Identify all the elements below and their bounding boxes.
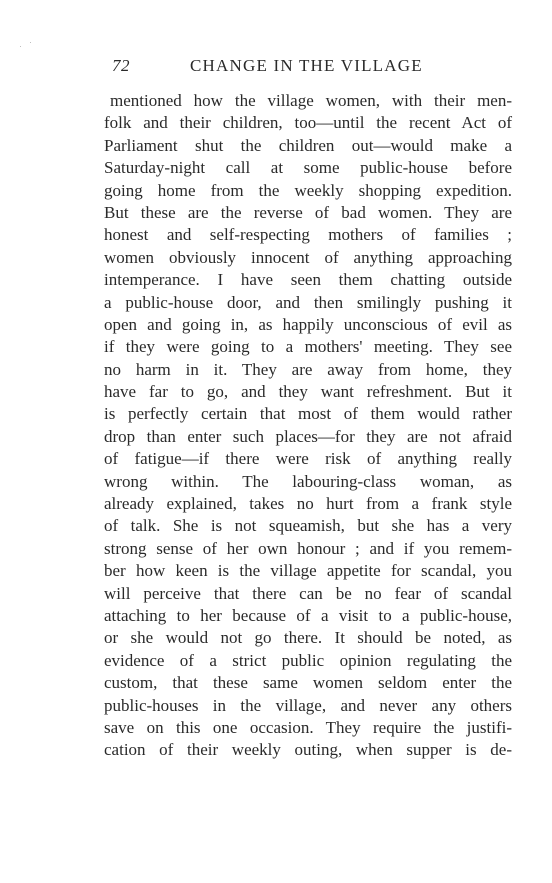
text-line: if they were going to a mothers' meeting. They see xyxy=(104,337,512,357)
paper-specks xyxy=(18,40,38,52)
body-text xyxy=(104,90,512,762)
text-line: attaching to her because of a visit to a public-house, xyxy=(104,605,512,625)
text-line: wrong within. The labouring-class woman, as xyxy=(104,471,512,491)
text-line: folk and their children, too—until the recent Act of xyxy=(104,113,512,133)
text-line: drop than enter such places—for they are not afraid xyxy=(104,426,512,446)
text-line: or she would not go there. It should be noted, as xyxy=(104,628,512,648)
text-line: have far to go, and they want refreshment. But it xyxy=(104,382,512,402)
text-line: open and going in, as happily unconscious of evil as xyxy=(104,314,512,334)
text-line: save on this one occasion. They require the justifi- xyxy=(104,717,512,737)
text-line: ber how keen is the village appetite for scandal, you xyxy=(104,561,512,581)
page-header xyxy=(112,56,442,80)
text-line: honest and self-respecting mothers of families ; xyxy=(104,225,512,245)
text-line: Parliament shut the children out—would make a xyxy=(104,135,512,155)
text-line: custom, that these same women seldom enter the xyxy=(104,673,512,693)
text-line: is perfectly certain that most of them would rather xyxy=(104,404,512,424)
text-line: mentioned how the village women, with their men- xyxy=(110,91,512,110)
text-line: will perceive that there can be no fear of scandal xyxy=(104,583,512,603)
text-line: strong sense of her own honour ; and if you remem- xyxy=(104,538,512,558)
text-line: going home from the weekly shopping expedition. xyxy=(104,180,512,200)
text-line: a public-house door, and then smilingly pushing it xyxy=(104,292,512,312)
text-line: of fatigue—if there were risk of anything really xyxy=(104,449,512,469)
speck xyxy=(30,42,31,43)
running-head: CHANGE IN THE VILLAGE xyxy=(190,56,423,75)
text-line: cation of their weekly outing, when supper is de- xyxy=(104,740,512,760)
text-line: no harm in it. They are away from home, they xyxy=(104,359,512,379)
text-line: women obviously innocent of anything approaching xyxy=(104,247,512,267)
page-number: 72 xyxy=(112,56,130,75)
text-line: intemperance. I have seen them chatting outside xyxy=(104,270,512,290)
text-line: public-houses in the village, and never any others xyxy=(104,695,512,715)
text-line: already explained, takes no hurt from a frank style xyxy=(104,494,512,514)
text-line: evidence of a strict public opinion regulating the xyxy=(104,650,512,670)
speck xyxy=(20,46,21,47)
text-line: of talk. She is not squeamish, but she has a very xyxy=(104,516,512,536)
text-line: But these are the reverse of bad women. They are xyxy=(104,202,512,222)
text-line: Saturday-night call at some public-house before xyxy=(104,158,512,178)
